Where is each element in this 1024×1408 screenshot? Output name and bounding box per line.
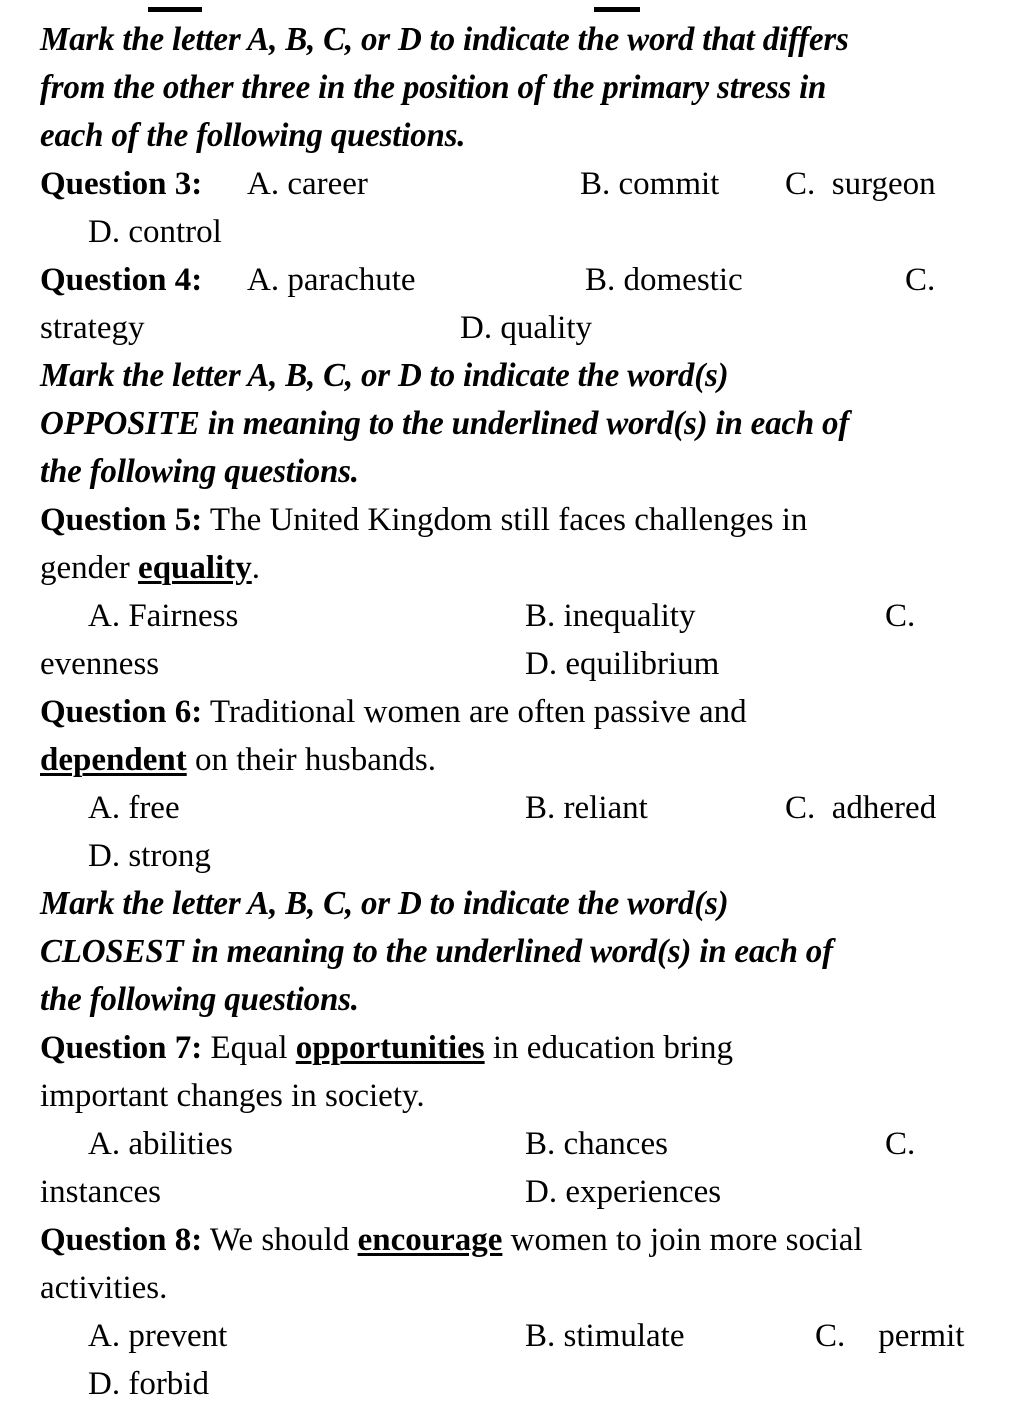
question-6-options-row-1 — [40, 784, 984, 832]
question-5-option-b[interactable]: B. inequality — [525, 598, 696, 634]
question-5-label: Question 5: — [40, 502, 203, 538]
question-4-continuation-row — [40, 304, 984, 352]
underline-fragment-right-icon — [594, 7, 640, 12]
question-4-option-c-word[interactable]: strategy — [40, 310, 145, 346]
question-3-option-b[interactable]: B. commit — [580, 166, 720, 202]
question-5-stem-post: . — [251, 550, 260, 586]
question-5-option-c-letter[interactable]: C. — [885, 598, 916, 634]
question-7-stem-line-2: important changes in society. — [40, 1078, 425, 1114]
question-6-option-a[interactable]: A. free — [88, 790, 180, 826]
question-6-option-d[interactable]: D. strong — [88, 838, 211, 874]
question-3-option-d-row — [40, 208, 984, 256]
document-body — [40, 16, 984, 1408]
question-6-underlined-word: dependent — [40, 742, 187, 778]
underline-fragment-left-icon — [148, 7, 202, 12]
question-7-option-b[interactable]: B. chances — [525, 1126, 668, 1162]
question-8-stem-line-2: activities. — [40, 1270, 168, 1306]
question-7-stem-pre: Equal — [210, 1030, 296, 1066]
question-4-option-d[interactable]: D. quality — [460, 310, 592, 346]
question-3-label-text: Question 3: — [40, 166, 203, 202]
question-8-option-d[interactable]: D. forbid — [88, 1366, 209, 1402]
instruction-block-2-line-1: Mark the letter A, B, C, or D to indicate the word(s) — [40, 357, 729, 394]
question-3-option-c[interactable]: C. surgeon — [785, 166, 936, 202]
question-7-stem-line-1 — [40, 1024, 984, 1072]
question-8-stem-pre: We should — [209, 1222, 358, 1258]
question-5-underlined-word: equality — [138, 550, 252, 586]
question-4-label — [40, 256, 202, 304]
question-7-label: Question 7: — [40, 1030, 203, 1066]
question-7-options-row-1 — [40, 1120, 984, 1168]
question-6-option-c[interactable]: C. adhered — [785, 790, 937, 826]
question-5-option-c-word[interactable]: evenness — [40, 646, 160, 682]
question-4-option-a[interactable]: A. parachute — [247, 262, 416, 298]
instruction-block-1-line-3: each of the following questions. — [40, 117, 466, 154]
question-4-option-b[interactable]: B. domestic — [585, 262, 743, 298]
question-5-stem-pre: gender — [40, 550, 139, 586]
instruction-block-1-line-2: from the other three in the position of the primary stress in — [40, 69, 827, 106]
instruction-block-2-line-2: OPPOSITE in meaning to the underlined word(s) in each of — [40, 405, 850, 442]
question-8-option-c[interactable]: C. permit — [815, 1318, 965, 1354]
question-8-stem-line-1 — [40, 1216, 984, 1264]
question-6-option-b[interactable]: B. reliant — [525, 790, 648, 826]
question-8-option-a[interactable]: A. prevent — [88, 1318, 228, 1354]
question-4-label-text: Question 4: — [40, 262, 203, 298]
question-7-option-a[interactable]: A. abilities — [88, 1126, 233, 1162]
question-3-stem-row — [40, 160, 984, 208]
question-7-option-c-word[interactable]: instances — [40, 1174, 161, 1210]
question-7-underlined-word: opportunities — [295, 1030, 485, 1066]
question-6-label: Question 6: — [40, 694, 203, 730]
question-7-options-row-2 — [40, 1168, 984, 1216]
question-8-underlined-word: encourage — [357, 1222, 503, 1258]
question-5-stem-line-1 — [40, 496, 984, 544]
question-5-stem-text: The United Kingdom still faces challenges in — [209, 502, 808, 538]
question-5-options-row-1 — [40, 592, 984, 640]
question-5-options-row-2 — [40, 640, 984, 688]
question-3-option-d[interactable]: D. control — [88, 214, 222, 250]
question-6-stem-text: Traditional women are often passive and — [209, 694, 747, 730]
question-6-stem-line-1 — [40, 688, 984, 736]
question-3-label — [40, 160, 202, 208]
question-6-options-row-2 — [40, 832, 984, 880]
instruction-block-3-line-2: CLOSEST in meaning to the underlined word(s) in each of — [40, 933, 833, 970]
instruction-block-1-line-1: Mark the letter A, B, C, or D to indicate the word that differs — [40, 21, 849, 58]
question-5-stem-line-2 — [40, 544, 984, 592]
question-8-options-row-2 — [40, 1360, 984, 1408]
question-6-stem-post: on their husbands. — [186, 742, 437, 778]
question-4-stem-row — [40, 256, 984, 304]
question-4-option-c-letter[interactable]: C. — [905, 262, 936, 298]
question-5-option-a[interactable]: A. Fairness — [88, 598, 239, 634]
question-7-option-d[interactable]: D. experiences — [525, 1174, 722, 1210]
question-7-stem-post: in education bring — [484, 1030, 733, 1066]
question-5-option-d[interactable]: D. equilibrium — [525, 646, 720, 682]
question-8-label: Question 8: — [40, 1222, 203, 1258]
instruction-block-3-line-3: the following questions. — [40, 981, 359, 1018]
question-8-stem-post: women to join more social — [502, 1222, 863, 1258]
instruction-block-3-line-1: Mark the letter A, B, C, or D to indicate the word(s) — [40, 885, 729, 922]
question-7-option-c-letter[interactable]: C. — [885, 1126, 916, 1162]
instruction-block-2-line-3: the following questions. — [40, 453, 359, 490]
question-6-stem-line-2 — [40, 736, 984, 784]
question-8-options-row-1 — [40, 1312, 984, 1360]
question-3-option-a[interactable]: A. career — [247, 166, 368, 202]
question-8-option-b[interactable]: B. stimulate — [525, 1318, 685, 1354]
